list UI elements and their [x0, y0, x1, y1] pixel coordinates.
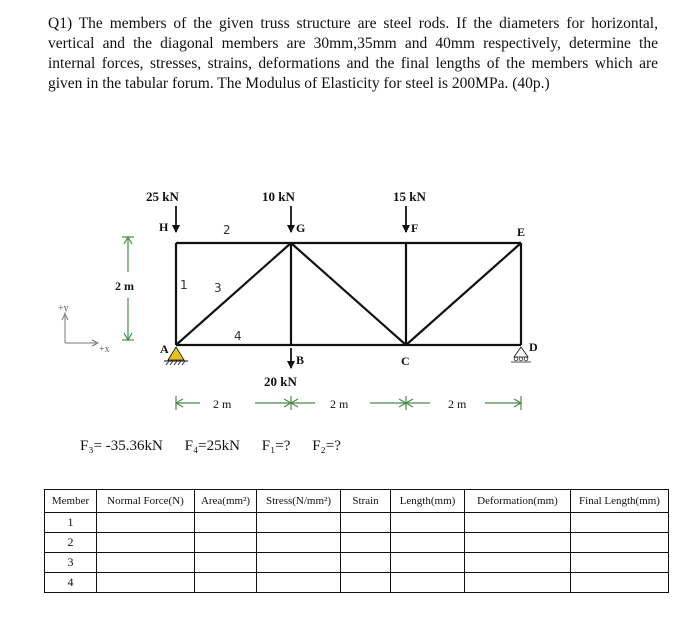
cell-stress[interactable]	[257, 513, 341, 533]
span-label-3: 2 m	[448, 397, 467, 411]
cell-final-length[interactable]	[571, 533, 669, 553]
load-label-h: 25 kN	[146, 189, 179, 204]
cell-deformation[interactable]	[465, 533, 571, 553]
cell-area[interactable]	[195, 553, 257, 573]
span-label-1: 2 m	[213, 397, 232, 411]
cell-length[interactable]	[391, 513, 465, 533]
cell-normal-force[interactable]	[97, 533, 195, 553]
node-label-c: C	[401, 354, 410, 368]
question-text: Q1) The members of the given truss structure are steel rods. If the diameters for horizontal, vertical and the diagonal members are 30mm,35mm and 40mm respectively, determine the internal forces, stresses, strains, deformations and the final lengths of the members which are given in the tabular forum. The Modulus of Elasticity for steel is 200MPa. (40p.)	[48, 15, 658, 92]
force-f2: F₂=?	[312, 438, 341, 454]
axes-indicator	[62, 314, 98, 346]
results-table	[44, 489, 669, 593]
member-gc	[291, 243, 406, 345]
cell-final-length[interactable]	[571, 573, 669, 593]
cell-area[interactable]	[195, 573, 257, 593]
cell-member: 1	[45, 513, 97, 533]
member-number-1: 1	[180, 278, 188, 292]
cell-normal-force[interactable]	[97, 553, 195, 573]
member-number-2: 2	[223, 223, 231, 237]
header-deformation: Deformation(mm)	[465, 490, 571, 513]
cell-member: 3	[45, 553, 97, 573]
cell-strain[interactable]	[341, 533, 391, 553]
node-label-a: A	[160, 342, 169, 356]
node-label-d: D	[529, 340, 538, 354]
node-label-e: E	[517, 225, 526, 239]
truss-members	[176, 243, 521, 345]
node-label-h: H	[159, 220, 169, 234]
cell-length[interactable]	[391, 573, 465, 593]
cell-strain[interactable]	[341, 513, 391, 533]
member-number-4: 4	[234, 329, 242, 343]
node-label-g: G	[296, 221, 306, 235]
table-row	[45, 553, 669, 573]
header-normal-force: Normal Force(N)	[97, 490, 195, 513]
cell-strain[interactable]	[341, 573, 391, 593]
cell-stress[interactable]	[257, 533, 341, 553]
force-f3: F₃= -35.36kN	[80, 438, 163, 454]
header-member: Member	[45, 490, 97, 513]
cell-normal-force[interactable]	[97, 573, 195, 593]
cell-normal-force[interactable]	[97, 513, 195, 533]
header-length: Length(mm)	[391, 490, 465, 513]
cell-length[interactable]	[391, 533, 465, 553]
table-row	[45, 513, 669, 533]
cell-strain[interactable]	[341, 553, 391, 573]
roller-support-d	[511, 347, 531, 362]
axis-label-x: +x	[99, 344, 110, 355]
axis-label-y: +y	[58, 303, 69, 314]
load-label-b: 20 kN	[264, 374, 297, 389]
load-label-f: 15 kN	[393, 189, 426, 204]
node-label-f: F	[411, 221, 419, 235]
cell-length[interactable]	[391, 553, 465, 573]
cell-deformation[interactable]	[465, 513, 571, 533]
cell-final-length[interactable]	[571, 553, 669, 573]
cell-member: 4	[45, 573, 97, 593]
force-f4: F₄=25kN	[184, 438, 240, 454]
table-row	[45, 573, 669, 593]
cell-final-length[interactable]	[571, 513, 669, 533]
header-strain: Strain	[341, 490, 391, 513]
header-area: Area(mm²)	[195, 490, 257, 513]
header-final-length: Final Length(mm)	[571, 490, 669, 513]
cell-area[interactable]	[195, 513, 257, 533]
cell-stress[interactable]	[257, 573, 341, 593]
cell-stress[interactable]	[257, 553, 341, 573]
cell-member: 2	[45, 533, 97, 553]
force-f1: F₁=?	[261, 438, 291, 454]
cell-deformation[interactable]	[465, 553, 571, 573]
member-number-3: 3	[214, 281, 222, 295]
cell-area[interactable]	[195, 533, 257, 553]
node-label-b: B	[296, 353, 305, 367]
table-header-row	[45, 490, 669, 513]
table-row	[45, 533, 669, 553]
results-table-container	[44, 489, 669, 593]
span-label-2: 2 m	[330, 397, 349, 411]
header-stress: Stress(N/mm²)	[257, 490, 341, 513]
member-ce	[406, 243, 521, 345]
load-label-g: 10 kN	[262, 189, 295, 204]
height-dimension-label: 2 m	[115, 279, 134, 293]
cell-deformation[interactable]	[465, 573, 571, 593]
given-forces	[80, 438, 341, 455]
